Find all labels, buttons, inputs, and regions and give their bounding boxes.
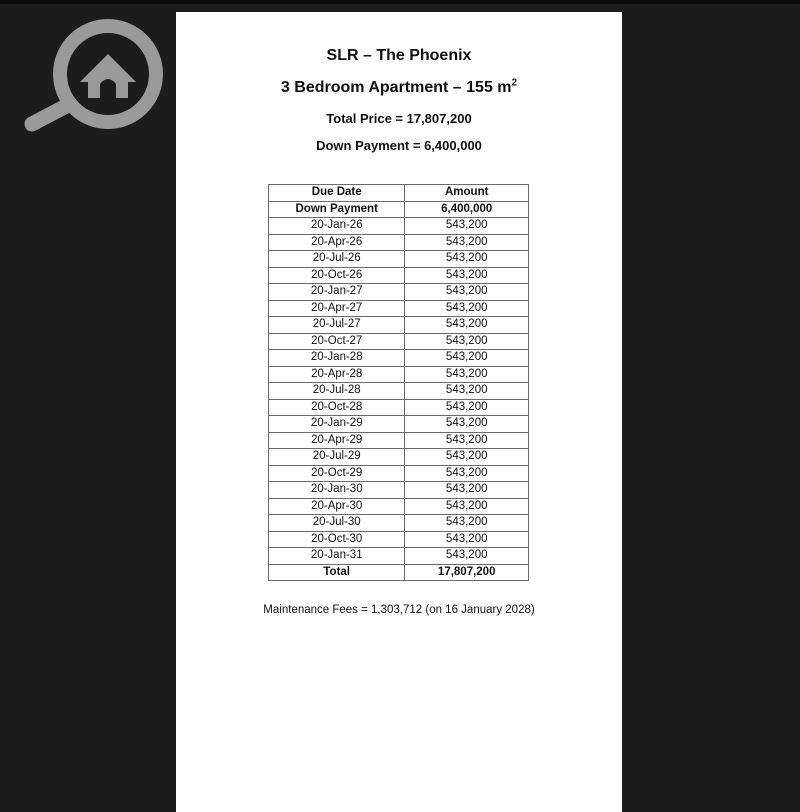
unit-title-text: 3 Bedroom Apartment – 155 m: [280, 79, 512, 96]
cell-amount: 543,200: [405, 548, 529, 565]
header-due-date: Due Date: [269, 185, 405, 202]
cell-amount: 543,200: [405, 234, 529, 251]
table-row: [269, 399, 529, 416]
unit-title-superscript: 2: [511, 77, 518, 89]
cell-amount: 543,200: [405, 333, 529, 350]
table-row: [269, 432, 529, 449]
cell-amount: 543,200: [405, 317, 529, 334]
cell-amount: 543,200: [405, 465, 529, 482]
cell-amount: 543,200: [405, 251, 529, 268]
total-row: [269, 564, 529, 581]
cell-due-date: 20-Jul-30: [269, 515, 405, 532]
down-payment-row: [269, 201, 529, 218]
top-strip: [0, 0, 800, 4]
house-search-icon: [18, 16, 166, 132]
table-row: [269, 531, 529, 548]
cell-due-date: 20-Jan-27: [269, 284, 405, 301]
cell-amount: 543,200: [405, 482, 529, 499]
table-row: [269, 465, 529, 482]
table-row: [269, 416, 529, 433]
cell-due-date: 20-Jul-28: [269, 383, 405, 400]
table-row: [269, 300, 529, 317]
cell-due-date: 20-Jul-27: [269, 317, 405, 334]
table-row: [269, 284, 529, 301]
cell-due-date: 20-Apr-29: [269, 432, 405, 449]
table-row: [269, 449, 529, 466]
cell-amount: 543,200: [405, 366, 529, 383]
cell-due-date: 20-Jul-29: [269, 449, 405, 466]
cell-amount: 543,200: [405, 449, 529, 466]
cell-amount: 543,200: [405, 399, 529, 416]
cell-due-date: 20-Jan-29: [269, 416, 405, 433]
cell-due-date: 20-Oct-29: [269, 465, 405, 482]
cell-amount: 543,200: [405, 416, 529, 433]
cell-due-date: 20-Apr-26: [269, 234, 405, 251]
cell-due-date: 20-Jan-26: [269, 218, 405, 235]
table-row: [269, 515, 529, 532]
table-row: [269, 548, 529, 565]
table-row: [269, 218, 529, 235]
cell-due-date: 20-Oct-26: [269, 267, 405, 284]
table-header-row: [269, 185, 529, 202]
down-payment: Down Payment = 6,400,000: [316, 138, 482, 153]
table-row: [269, 267, 529, 284]
total-amount: 17,807,200: [405, 564, 529, 581]
table-row: [269, 366, 529, 383]
table-row: [269, 333, 529, 350]
cell-due-date: 20-Jan-31: [269, 548, 405, 565]
cell-amount: 543,200: [405, 498, 529, 515]
cell-due-date: 20-Oct-28: [269, 399, 405, 416]
payment-plan-document: [176, 12, 622, 812]
maintenance-fees-note: Maintenance Fees = 1,303,712 (on 16 January 2028): [263, 604, 535, 616]
table-body: [269, 201, 529, 564]
cell-due-date: 20-Apr-30: [269, 498, 405, 515]
table-row: [269, 498, 529, 515]
total-label: Total: [269, 564, 405, 581]
table-row: [269, 251, 529, 268]
cell-amount: 543,200: [405, 515, 529, 532]
table-row: [269, 482, 529, 499]
cell-amount: 543,200: [405, 300, 529, 317]
project-title: SLR – The Phoenix: [326, 47, 472, 64]
cell-amount: 543,200: [405, 284, 529, 301]
cell-amount: 543,200: [405, 350, 529, 367]
cell-amount: 543,200: [405, 218, 529, 235]
cell-amount: 543,200: [405, 531, 529, 548]
cell-due-date: Down Payment: [269, 201, 405, 218]
cell-amount: 543,200: [405, 432, 529, 449]
cell-amount: 6,400,000: [405, 201, 529, 218]
cell-due-date: 20-Apr-28: [269, 366, 405, 383]
cell-due-date: 20-Jul-26: [269, 251, 405, 268]
table-row: [269, 317, 529, 334]
payment-schedule-table: [268, 184, 529, 581]
house-search-logo: [18, 16, 166, 132]
total-price: Total Price = 17,807,200: [326, 111, 472, 126]
cell-amount: 543,200: [405, 267, 529, 284]
header-amount: Amount: [405, 185, 529, 202]
table-row: [269, 234, 529, 251]
cell-due-date: 20-Oct-30: [269, 531, 405, 548]
cell-due-date: 20-Apr-27: [269, 300, 405, 317]
unit-title: [176, 79, 622, 97]
cell-due-date: 20-Oct-27: [269, 333, 405, 350]
table-row: [269, 350, 529, 367]
cell-due-date: 20-Jan-28: [269, 350, 405, 367]
cell-amount: 543,200: [405, 383, 529, 400]
table-row: [269, 383, 529, 400]
cell-due-date: 20-Jan-30: [269, 482, 405, 499]
